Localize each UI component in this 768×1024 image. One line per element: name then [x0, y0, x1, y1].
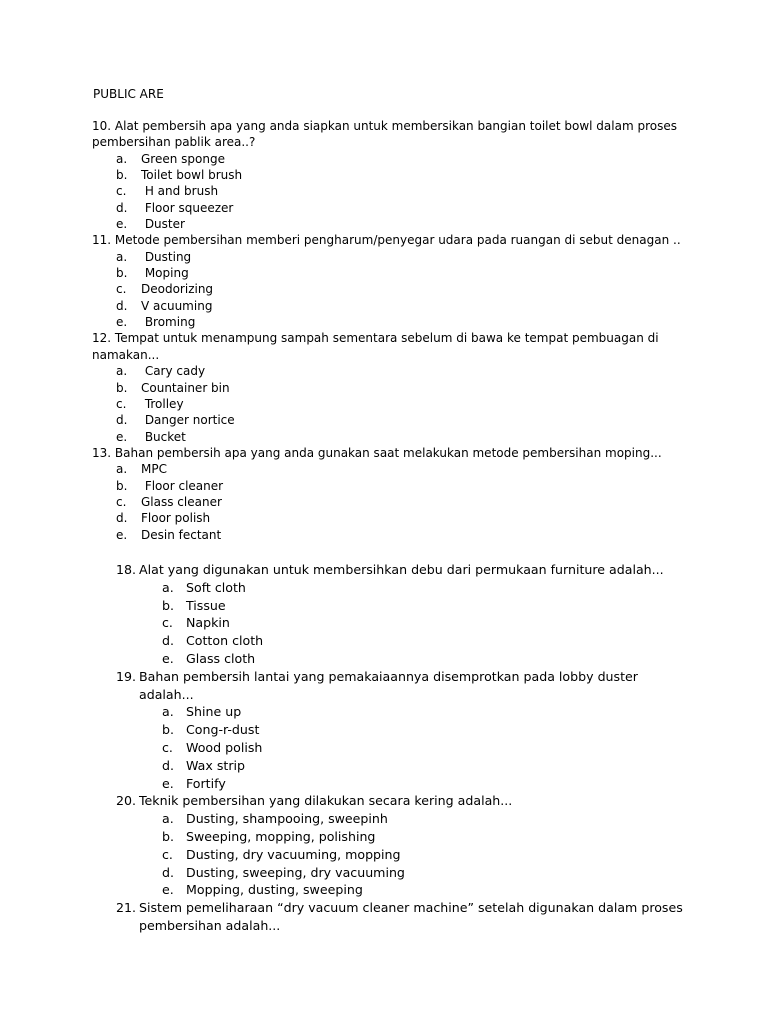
question-text: Bahan pembersih lantai yang pemakaiaannya disemprotkan pada lobby duster adalah...	[139, 668, 638, 702]
question-block	[92, 118, 692, 232]
option-letter: e.	[162, 775, 174, 791]
option-letter: a.	[116, 462, 128, 477]
answer-option	[139, 597, 686, 615]
option-text: Dusting	[141, 249, 192, 264]
question-number: 21.	[116, 900, 137, 916]
option-text: Desin fectant	[141, 527, 222, 542]
option-letter: c.	[162, 739, 173, 755]
answer-option	[139, 810, 686, 828]
option-letter: b.	[116, 478, 128, 493]
answer-option	[139, 703, 686, 721]
answer-option	[92, 200, 692, 216]
option-letter: b.	[116, 168, 128, 183]
option-letter: e.	[116, 527, 128, 542]
answer-option	[92, 265, 692, 281]
option-letter: c.	[116, 396, 127, 411]
answer-option	[92, 510, 692, 526]
option-text: Floor cleaner	[141, 478, 224, 493]
option-letter: b.	[162, 828, 174, 844]
option-letter: e.	[162, 882, 174, 898]
option-text: Sweeping, mopping, polishing	[186, 828, 376, 844]
option-letter: d.	[162, 633, 174, 649]
option-letter: c.	[116, 282, 127, 297]
option-letter: c.	[116, 494, 127, 509]
question-text: Sistem pemeliharaan “dry vacuum cleaner machine” setelah digunakan dalam proses pembersihan adalah...	[139, 900, 683, 933]
question-body	[139, 899, 686, 935]
option-text: Fortify	[186, 775, 226, 791]
question-block	[116, 792, 686, 899]
option-text: Cotton cloth	[186, 633, 264, 649]
question-block	[92, 330, 692, 444]
option-text: V acuuming	[141, 298, 213, 313]
option-letter: b.	[162, 722, 174, 738]
option-text: Soft cloth	[186, 579, 246, 595]
answer-option	[92, 412, 692, 428]
answer-option	[139, 632, 686, 650]
answer-option	[92, 363, 692, 379]
answer-option	[92, 183, 692, 199]
answer-option	[139, 614, 686, 632]
question-text: Teknik pembersihan yang dilakukan secara kering adalah...	[139, 793, 513, 809]
option-text: Wood polish	[186, 739, 263, 755]
answer-option	[92, 249, 692, 265]
option-letter: d.	[116, 511, 128, 526]
question-block	[92, 445, 692, 543]
answer-option	[92, 216, 692, 232]
option-letter: d.	[162, 757, 174, 773]
option-letter: a.	[162, 579, 174, 595]
option-letter: c.	[162, 846, 173, 862]
option-text: Moping	[141, 266, 189, 281]
option-text: Glass cloth	[186, 650, 256, 666]
option-letter: e.	[116, 315, 128, 330]
question-section-2	[116, 561, 686, 935]
page-title: PUBLIC ARE	[93, 87, 164, 101]
question-body	[139, 668, 686, 793]
answer-option	[139, 864, 686, 882]
option-text: Floor polish	[141, 511, 211, 526]
answer-option	[139, 721, 686, 739]
answer-option	[92, 478, 692, 494]
option-letter: b.	[116, 380, 128, 395]
option-letter: d.	[116, 413, 128, 428]
option-text: Cong-r-dust	[186, 722, 260, 738]
answer-option	[139, 579, 686, 597]
question-section-1	[92, 118, 692, 543]
option-text: Mopping, dusting, sweeping	[186, 882, 363, 898]
answer-option	[139, 828, 686, 846]
answer-option	[92, 314, 692, 330]
answer-option	[92, 380, 692, 396]
answer-option	[139, 775, 686, 793]
option-text: Floor squeezer	[141, 200, 234, 215]
answer-option	[92, 281, 692, 297]
question-number: 20.	[116, 793, 137, 809]
answer-option	[92, 151, 692, 167]
option-text: Dusting, shampooing, sweepinh	[186, 811, 388, 827]
question-body	[139, 561, 686, 668]
option-text: Bucket	[141, 429, 186, 444]
question-text: 10. Alat pembersih apa yang anda siapkan untuk membersikan bangian toilet bowl dalam proses pembersihan pablik area..?	[92, 119, 677, 150]
option-letter: a.	[116, 364, 128, 379]
answer-option	[92, 461, 692, 477]
option-text: Wax strip	[186, 757, 245, 773]
option-letter: e.	[162, 650, 174, 666]
option-text: MPC	[141, 462, 167, 477]
option-text: H and brush	[141, 184, 219, 199]
question-block	[116, 899, 686, 935]
option-text: Toilet bowl brush	[141, 168, 243, 183]
option-text: Trolley	[141, 396, 184, 411]
question-text: 13. Bahan pembersih apa yang anda gunakan saat melakukan metode pembersihan moping...	[92, 445, 662, 460]
option-letter: c.	[116, 184, 127, 199]
question-body	[139, 792, 686, 899]
question-text: Alat yang digunakan untuk membersihkan debu dari permukaan furniture adalah...	[139, 562, 664, 577]
answer-option	[92, 396, 692, 412]
option-text: Cary cady	[141, 364, 206, 379]
option-letter: b.	[116, 266, 128, 281]
option-text: Glass cleaner	[141, 494, 222, 509]
option-letter: c.	[162, 615, 173, 631]
option-text: Dusting, dry vacuuming, mopping	[186, 846, 401, 862]
answer-option	[139, 739, 686, 757]
question-block	[116, 561, 686, 668]
answer-option	[139, 650, 686, 668]
option-text: Duster	[141, 217, 185, 232]
answer-option	[92, 167, 692, 183]
question-text: 12. Tempat untuk menampung sampah sementara sebelum di bawa ke tempat pembuagan di namakan...	[92, 331, 659, 362]
answer-option	[92, 494, 692, 510]
option-letter: a.	[116, 249, 128, 264]
question-block	[116, 668, 686, 793]
option-letter: d.	[162, 864, 174, 880]
option-text: Shine up	[186, 704, 242, 720]
option-text: Green sponge	[141, 151, 225, 166]
option-text: Tissue	[186, 597, 226, 613]
option-letter: a.	[162, 811, 174, 827]
answer-option	[139, 881, 686, 899]
question-number: 19.	[116, 668, 137, 684]
option-text: Napkin	[186, 615, 230, 631]
answer-option	[92, 429, 692, 445]
answer-option	[92, 298, 692, 314]
option-letter: a.	[116, 151, 128, 166]
option-letter: a.	[162, 704, 174, 720]
option-text: Dusting, sweeping, dry vacuuming	[186, 864, 405, 880]
question-number: 18.	[116, 562, 137, 577]
option-letter: e.	[116, 217, 128, 232]
question-block	[92, 232, 692, 330]
option-text: Broming	[141, 315, 196, 330]
answer-option	[92, 527, 692, 543]
question-text: 11. Metode pembersihan memberi pengharum/penyegar udara pada ruangan di sebut denagan ..	[92, 233, 681, 248]
option-letter: d.	[116, 298, 128, 313]
option-text: Danger nortice	[141, 413, 235, 428]
option-letter: d.	[116, 200, 128, 215]
option-text: Countainer bin	[141, 380, 230, 395]
answer-option	[139, 846, 686, 864]
option-text: Deodorizing	[141, 282, 214, 297]
answer-option	[139, 757, 686, 775]
option-letter: e.	[116, 429, 128, 444]
option-letter: b.	[162, 597, 174, 613]
